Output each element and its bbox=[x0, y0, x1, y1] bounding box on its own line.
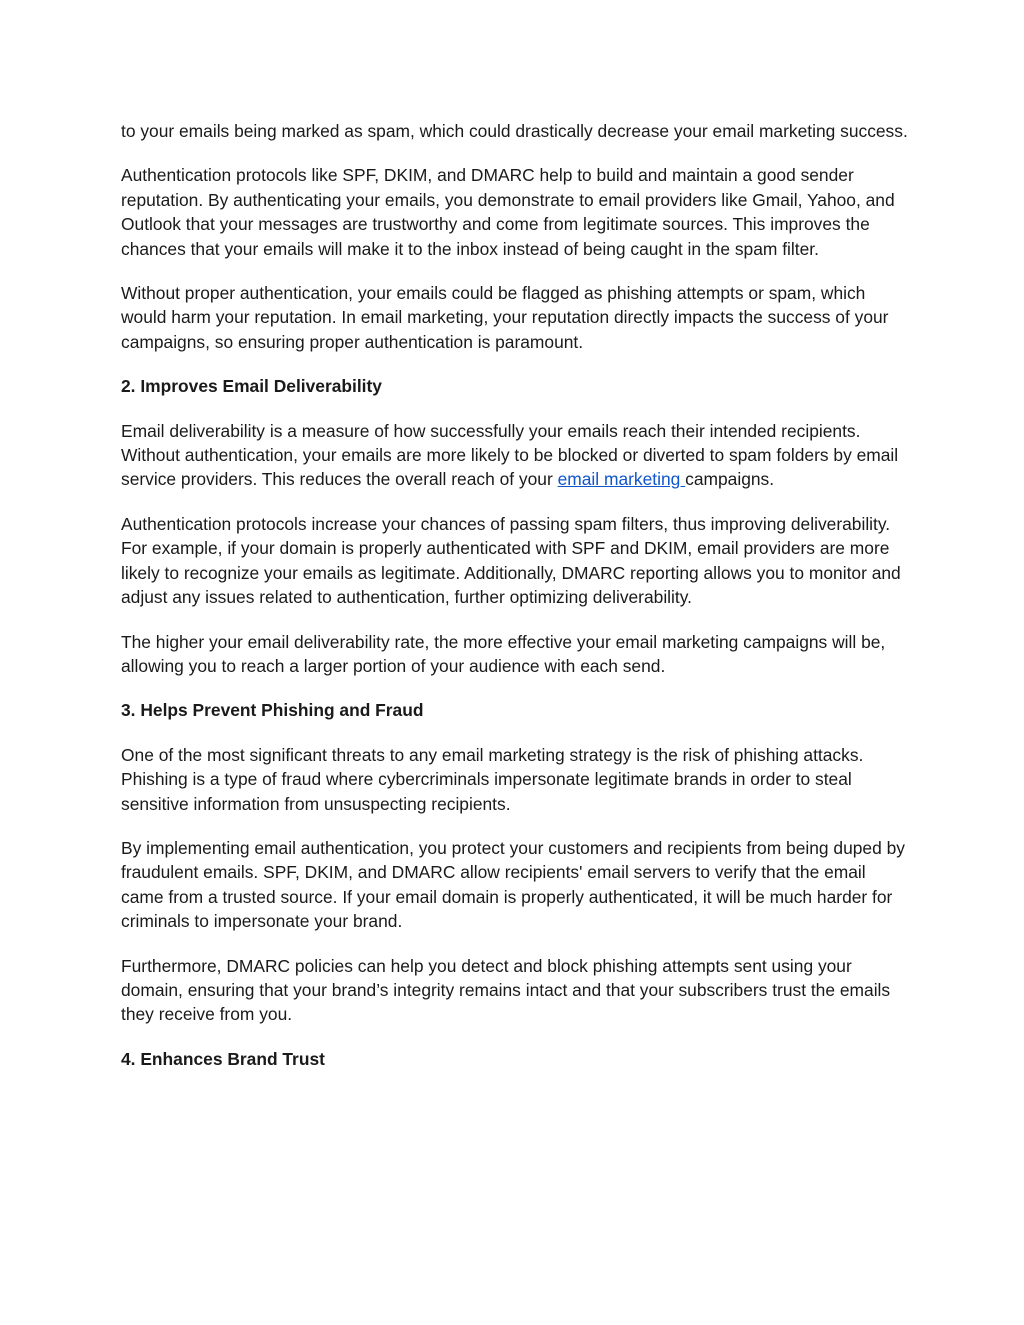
email-marketing-link[interactable]: email marketing bbox=[557, 469, 686, 490]
paragraph-text-before-link: Email deliverability is a measure of how successfully your emails reach their intended recipients. Without authentication, your emails are more likely to be blocked or diverted to spam folders by email service providers. This reduces the overall reach of your bbox=[121, 420, 899, 490]
heading-prevent-phishing: 3. Helps Prevent Phishing and Fraud bbox=[121, 700, 424, 721]
paragraph-text-after-link: campaigns. bbox=[685, 469, 775, 490]
heading-improves-deliverability: 2. Improves Email Deliverability bbox=[121, 376, 382, 397]
paragraph-deliverability-definition bbox=[121, 419, 911, 492]
paragraph-implementing-authentication: By implementing email authentication, you protect your customers and recipients from being duped by fraudulent emails. SPF, DKIM, and DMARC allow recipients' email servers to verify that the email came from a trusted source. If your email domain is properly authenticated, it will be much harder for criminals to impersonate your brand. bbox=[121, 837, 905, 932]
document-page bbox=[121, 119, 911, 1091]
paragraph-deliverability-rate: The higher your email deliverability rate, the more effective your email marketing campaigns will be, allowing you to reach a larger portion of your audience with each send. bbox=[121, 631, 886, 676]
paragraph-spam-consequence: to your emails being marked as spam, which could drastically decrease your email marketing success. bbox=[121, 121, 908, 141]
paragraph-sender-reputation: Authentication protocols like SPF, DKIM, and DMARC help to build and maintain a good sender reputation. By authenticating your emails, you demonstrate to email providers like Gmail, Yahoo, and Outlook that your messages are trustworthy and come from legitimate sources. This improves the chances that your emails will make it to the inbox instead of being caught in the spam filter. bbox=[121, 165, 895, 259]
paragraph-protocols-spam-filters: Authentication protocols increase your chances of passing spam filters, thus improving deliverability. For example, if your domain is properly authenticated with SPF and DKIM, email providers are more likely to recognize your emails as legitimate. Additionally, DMARC reporting allows you to monitor and adjust any issues related to authentication, further optimizing deliverability. bbox=[121, 513, 901, 608]
heading-brand-trust: 4. Enhances Brand Trust bbox=[121, 1048, 325, 1069]
paragraph-phishing-threat: One of the most significant threats to any email marketing strategy is the risk of phishing attacks. Phishing is a type of fraud where cybercriminals impersonate legitimate brands in order to steal sensitive information from unsuspecting recipients. bbox=[121, 744, 864, 814]
paragraph-without-authentication: Without proper authentication, your emails could be flagged as phishing attempts or spam, which would harm your reputation. In email marketing, your reputation directly impacts the success of your campaigns, so ensuring proper authentication is paramount. bbox=[121, 283, 889, 352]
paragraph-dmarc-policies: Furthermore, DMARC policies can help you detect and block phishing attempts sent using your domain, ensuring that your brand’s integrity remains intact and that your subscribers trust the emails they receive from you. bbox=[121, 955, 891, 1025]
